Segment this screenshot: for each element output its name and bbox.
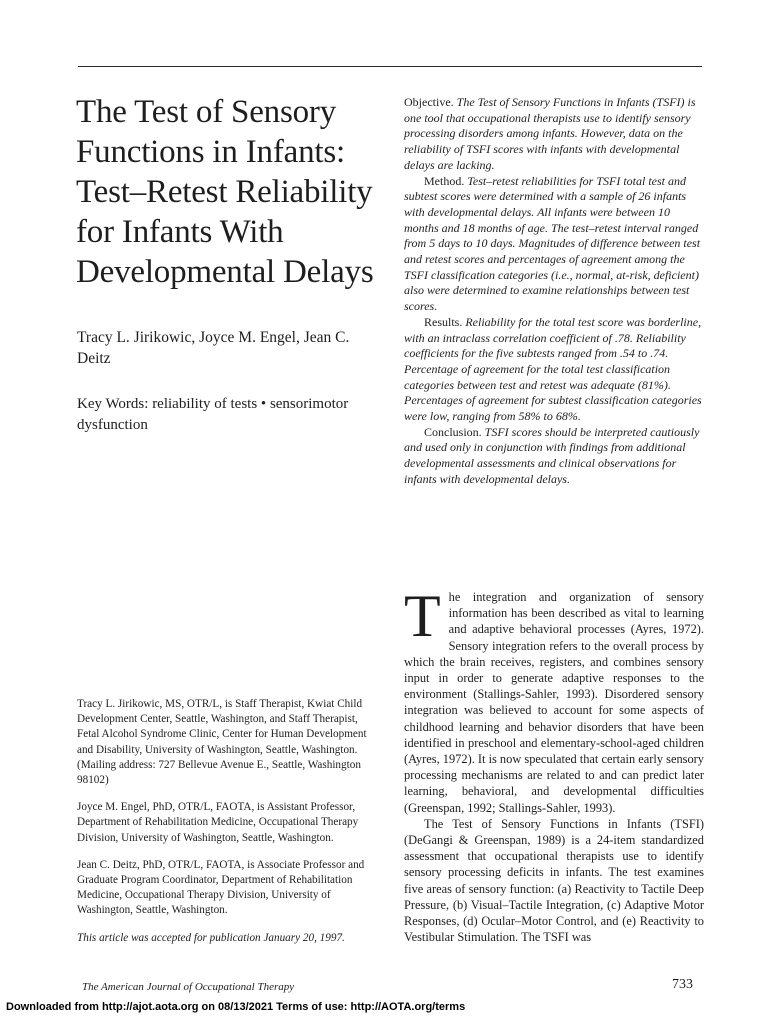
key-word: sensorimotor dysfunction [77,396,349,433]
title-line: Developmental Delays [76,254,374,290]
key-words-label: Key Words: [77,396,149,412]
page-number: 733 [672,977,693,992]
key-word-separator: • [260,396,267,412]
intro-paragraph-text: he integration and organization of sensory information has been described as vital to learning and adaptive behavioral processes (Ayres, 1972). Sensory integration refers to the overall process by which the brain receives, registers, and combines sensory input in order to generate adaptive responses to the environment (Stallings-Sahler, 1993). Disordered sensory integration was believed to account for some aspects of childhood learning and behavior disorders that have been identified in preschool and elementary-school-aged children (Ayres, 1972). It is now speculated that certain early sensory processing mechanisms are related to and can predict later learning, behavioral, and developmental difficulties (Greenspan, 1992; Stallings-Sahler, 1993). [404,590,704,815]
key-word: reliability of tests [152,396,258,412]
author-affiliations [77,697,373,958]
accepted-note: This article was accepted for publication January 20, 1997. [77,931,345,944]
abstract-method [404,174,704,315]
intro-paragraph: The Test of Sensory Functions in Infants (TSFI) (DeGangi & Greenspan, 1989) is a 24-item standardized assessment that occupational therapists use to identify sensory processing deficits in infants. The test examines five areas of sensory function: (a) Reactivity to Tactile Deep Pressure, (b) Visual–Tactile Integration, (c) Adaptive Motor Responses, (d) Ocular–Motor Control, and (e) Reactivity to Vestibular Stimulation. The TSFI was [404,816,704,945]
abstract-text: Test–retest reliabilities for TSFI total test and subtest scores were determined with a sample of 26 infants with developmental delays. All infants were between 10 months and 18 months of age. The test–retest interval ranged from 5 days to 10 days. Magnitudes of difference between test and retest scores and percentages of agreement among the TSFI classification categories (i.e., normal, at-risk, deficient) also were determined to examine relationships between test scores. [404,173,701,314]
title-line: for Infants With [76,214,284,250]
abstract-text: Reliability for the total test score was borderline, with an intraclass correlation coefficient of .78. Reliability coefficients for the five subtests ranged from .54 to .74. Percentage of agreement for the total test classification categories between test and retest was adequate (81%). Percentages of agreement for subtest classification categories were low, ranging from 58% to 68%. [404,314,702,424]
abstract-text: TSFI scores should be interpreted cautiously and used only in conjunction with findings from additional developmental assessments and clinical observations for infants with developmental delays. [404,424,700,486]
abstract-text: The Test of Sensory Functions in Infants (TSFI) is one tool that occupational therapists use to identify sensory processing disorders among infants. However, data on the reliability of TSFI scores with infants with developmental delays are lacking. [404,95,696,172]
affiliation-paragraph: Joyce M. Engel, PhD, OTR/L, FAOTA, is Assistant Professor, Department of Rehabilitation Medicine, Occupational Therapy Division, University of Washington, Seattle, Washington. [77,801,359,844]
abstract-heading: Objective. [404,95,454,109]
top-rule [78,66,702,67]
title-line: The Test of Sensory [76,94,336,130]
author-list: Tracy L. Jirikowic, Joyce M. Engel, Jean C. Deitz [77,329,350,367]
title-line: Test–Retest Reliability [76,174,373,210]
title-line: Functions in Infants: [76,134,345,170]
abstract-results [404,315,704,425]
abstract-objective [404,95,704,174]
intro-paragraph [404,583,704,816]
abstract-heading: Method. [424,173,465,188]
key-words [77,394,377,436]
affiliation-paragraph: Jean C. Deitz, PhD, OTR/L, FAOTA, is Associate Professor and Graduate Program Coordinator, Department of Rehabilitation Medicine, Occupational Therapy Division, University of Washington, Seattle, Washington. [77,858,365,917]
download-notice: Downloaded from http://ajot.aota.org on 08/13/2021 Terms of use: http://AOTA.org/terms [6,1001,466,1013]
abstract-heading: Results. [424,314,463,329]
abstract-heading: Conclusion. [424,424,482,439]
drop-cap: T [404,583,441,649]
abstract-conclusion [404,425,704,488]
affiliation-paragraph: Tracy L. Jirikowic, MS, OTR/L, is Staff Therapist, Kwiat Child Development Center, Seattle, Washington, and Staff Therapist, Fetal Alcohol Syndrome Clinic, Center for Human Development and Disability, University of Washington, Seattle, Washington. (Mailing address: 727 Bellevue Avenue E., Seattle, Washington 98102) [77,698,367,787]
article-title [76,92,376,292]
introduction-text [404,583,704,945]
abstract [404,95,704,488]
journal-name: The American Journal of Occupational Therapy [82,981,295,993]
